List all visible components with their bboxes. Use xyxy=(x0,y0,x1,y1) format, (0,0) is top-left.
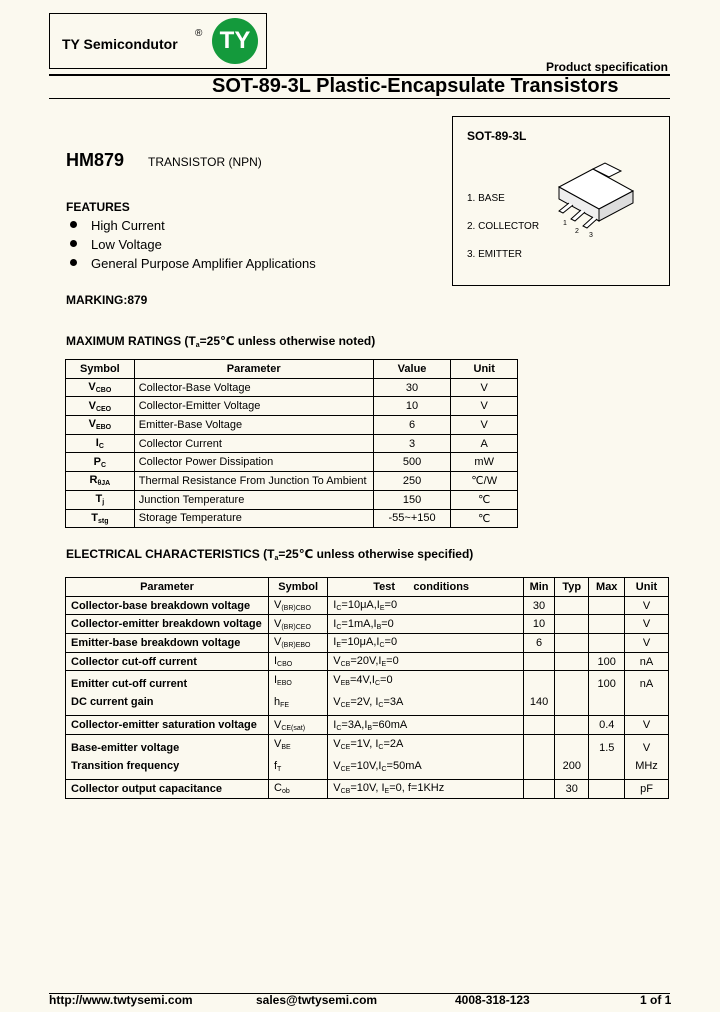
col-header: Max xyxy=(589,578,625,597)
value-cell: 250 xyxy=(373,472,451,491)
value-cell: 10 xyxy=(373,397,451,416)
condition-cell: $V_{CE}=1V$, $I_C=2A$ $V_{CE}=10V,I_C=50mA$ xyxy=(328,735,524,780)
unit-cell: V xyxy=(451,378,518,397)
table-row xyxy=(66,416,518,435)
symbol-cell: $V_{(BR)CBO}$ xyxy=(268,596,327,615)
min-cell: 140 xyxy=(524,671,555,716)
col-header: Parameter xyxy=(134,360,373,379)
col-header: Typ xyxy=(555,578,589,597)
feature-item: Low Voltage xyxy=(70,237,162,252)
col-header: Unit xyxy=(625,578,669,597)
part-number: HM879 xyxy=(66,150,125,170)
bullet-icon xyxy=(70,240,77,247)
typ-cell xyxy=(555,652,589,671)
part-description: TRANSISTOR (NPN) xyxy=(148,155,262,169)
unit-cell: V xyxy=(451,397,518,416)
pin-3-label: 3. EMITTER xyxy=(467,249,523,260)
pin-1-label: 1. BASE xyxy=(467,193,505,204)
company-name: TY Semicondutor xyxy=(62,36,178,52)
symbol-cell: $V_{CE(sat)}$ xyxy=(268,716,327,735)
min-cell: 30 xyxy=(524,596,555,615)
unit-cell: nA xyxy=(625,652,669,671)
symbol-cell: $I_{CBO}$ xyxy=(268,652,327,671)
parameter-cell: Collector Power Dissipation xyxy=(134,453,373,472)
parameter-cell: Collector output capacitance xyxy=(66,780,269,799)
page-number: 1 of 1 xyxy=(640,993,672,1007)
electrical-table xyxy=(65,577,669,799)
parameter-cell: Emitter-base breakdown voltage xyxy=(66,634,269,653)
table-row xyxy=(66,716,669,735)
condition-cell: $I_E=10\mu A,I_C=0$ xyxy=(328,634,524,653)
value-cell: 30 xyxy=(373,378,451,397)
unit-cell: V xyxy=(625,596,669,615)
condition-cell: $V_{CB}=10V$, $I_E=0$, f=1KHz xyxy=(328,780,524,799)
symbol-cell: $V_{(BR)EBO}$ xyxy=(268,634,327,653)
symbol-cell: $V_{BE}$ $f_T$ xyxy=(268,735,327,780)
max-cell: 100 xyxy=(589,671,625,716)
col-header: Symbol xyxy=(66,360,135,379)
marking-label: MARKING:879 xyxy=(66,293,148,307)
parameter-cell: Collector cut-off current xyxy=(66,652,269,671)
svg-text:3: 3 xyxy=(589,232,593,239)
ty-logo-icon: TY xyxy=(212,18,258,64)
typ-cell xyxy=(555,596,589,615)
typ-cell: 200 xyxy=(555,735,589,780)
package-box xyxy=(452,116,670,286)
website-link[interactable]: http://www.twtysemi.com xyxy=(49,993,193,1007)
unit-cell: V xyxy=(625,716,669,735)
table-row xyxy=(66,652,669,671)
value-cell: -55~+150 xyxy=(373,509,451,528)
col-header: Symbol xyxy=(268,578,327,597)
unit-cell: mW xyxy=(451,453,518,472)
max-cell: 0.4 xyxy=(589,716,625,735)
table-row xyxy=(66,378,518,397)
table-row xyxy=(66,780,669,799)
parameter-cell: Collector-base breakdown voltage xyxy=(66,596,269,615)
feature-item: General Purpose Amplifier Applications xyxy=(70,256,316,271)
typ-cell: 30 xyxy=(555,780,589,799)
parameter-cell: Junction Temperature xyxy=(134,490,373,509)
symbol-cell: $V_{CBO}$ xyxy=(66,378,135,397)
max-cell xyxy=(589,634,625,653)
parameter-cell: Collector-emitter breakdown voltage xyxy=(66,615,269,634)
parameter-cell: Thermal Resistance From Junction To Ambient xyxy=(134,472,373,491)
unit-cell: V xyxy=(451,416,518,435)
value-cell: 6 xyxy=(373,416,451,435)
unit-cell: A xyxy=(451,434,518,453)
min-cell xyxy=(524,735,555,780)
col-header: Min xyxy=(524,578,555,597)
value-cell: 3 xyxy=(373,434,451,453)
email-link[interactable]: sales@twtysemi.com xyxy=(256,993,378,1007)
symbol-cell: $V_{CEO}$ xyxy=(66,397,135,416)
condition-cell: $V_{EB}=4V,I_C=0$ $V_{CE}=2V$, $I_C=3A$ xyxy=(328,671,524,716)
svg-text:1: 1 xyxy=(563,220,567,227)
parameter-cell: Collector Current xyxy=(134,434,373,453)
unit-cell: V xyxy=(625,615,669,634)
col-header: Unit xyxy=(451,360,518,379)
parameter-cell: Collector-emitter saturation voltage xyxy=(66,716,269,735)
product-specification-label: Product specification xyxy=(545,60,668,74)
condition-cell: $I_C=3A,I_B=60mA$ xyxy=(328,716,524,735)
unit-cell: ℃ xyxy=(451,490,518,509)
min-cell xyxy=(524,716,555,735)
parameter-cell: Collector-Emitter Voltage xyxy=(134,397,373,416)
phone-number: 4008-318-123 xyxy=(455,993,530,1007)
col-header: Test conditions xyxy=(328,578,524,597)
package-title: SOT-89-3L xyxy=(467,129,527,143)
min-cell xyxy=(524,652,555,671)
parameter-cell: Collector-Base Voltage xyxy=(134,378,373,397)
company-logo xyxy=(49,13,267,69)
unit-cell: nA xyxy=(625,671,669,716)
svg-text:2: 2 xyxy=(575,228,579,235)
table-row xyxy=(66,453,518,472)
col-header: Parameter xyxy=(66,578,269,597)
symbol-cell: $T_{stg}$ xyxy=(66,509,135,528)
pin-2-label: 2. COLLECTOR xyxy=(467,221,540,232)
symbol-cell: $V_{EBO}$ xyxy=(66,416,135,435)
electrical-heading: ELECTRICAL CHARACTERISTICS ($T_a=25℃$ unless otherwise specified) xyxy=(66,547,474,562)
symbol-cell: $I_{EBO}$ $h_{FE}$ xyxy=(268,671,327,716)
unit-cell: ℃/W xyxy=(451,472,518,491)
table-row xyxy=(66,509,518,528)
value-cell: 150 xyxy=(373,490,451,509)
typ-cell xyxy=(555,716,589,735)
max-ratings-table xyxy=(65,359,518,528)
min-cell xyxy=(524,780,555,799)
unit-cell: V xyxy=(625,634,669,653)
table-row xyxy=(66,634,669,653)
table-header-row xyxy=(66,578,669,597)
symbol-cell: $P_C$ xyxy=(66,453,135,472)
table-row xyxy=(66,472,518,491)
value-cell: 500 xyxy=(373,453,451,472)
symbol-cell: $I_C$ xyxy=(66,434,135,453)
title-rule xyxy=(49,98,670,99)
max-cell xyxy=(589,615,625,634)
table-row xyxy=(66,615,669,634)
table-row xyxy=(66,596,669,615)
bullet-icon xyxy=(70,221,77,228)
min-cell: 6 xyxy=(524,634,555,653)
table-row xyxy=(66,490,518,509)
symbol-cell: $R_{\theta JA}$ xyxy=(66,472,135,491)
unit-cell: pF xyxy=(625,780,669,799)
max-cell xyxy=(589,780,625,799)
symbol-cell: $V_{(BR)CEO}$ xyxy=(268,615,327,634)
features-heading: FEATURES xyxy=(66,200,130,214)
condition-cell: $I_C=10\mu A,I_E=0$ xyxy=(328,596,524,615)
typ-cell xyxy=(555,671,589,716)
parameter-cell: Emitter cut-off current DC current gain xyxy=(66,671,269,716)
unit-cell: V MHz xyxy=(625,735,669,780)
table-row xyxy=(66,671,669,716)
table-row xyxy=(66,735,669,780)
table-row xyxy=(66,397,518,416)
feature-item: High Current xyxy=(70,218,165,233)
max-cell: 100 xyxy=(589,652,625,671)
table-row xyxy=(66,434,518,453)
unit-cell: ℃ xyxy=(451,509,518,528)
min-cell: 10 xyxy=(524,615,555,634)
condition-cell: $V_{CB}=20V,I_E=0$ xyxy=(328,652,524,671)
registered-mark: ® xyxy=(195,28,203,39)
table-header-row xyxy=(66,360,518,379)
max-cell: 1.5 xyxy=(589,735,625,780)
document-title: SOT-89-3L Plastic-Encapsulate Transistors xyxy=(212,75,619,97)
max-cell xyxy=(589,596,625,615)
typ-cell xyxy=(555,634,589,653)
condition-cell: $I_C=1mA,I_B=0$ xyxy=(328,615,524,634)
bullet-icon xyxy=(70,259,77,266)
parameter-cell: Storage Temperature xyxy=(134,509,373,528)
symbol-cell: $T_j$ xyxy=(66,490,135,509)
symbol-cell: $C_{ob}$ xyxy=(268,780,327,799)
parameter-cell: Base-emitter voltage Transition frequency xyxy=(66,735,269,780)
typ-cell xyxy=(555,615,589,634)
package-drawing xyxy=(549,159,645,239)
col-header: Value xyxy=(373,360,451,379)
parameter-cell: Emitter-Base Voltage xyxy=(134,416,373,435)
max-ratings-heading: MAXIMUM RATINGS ($T_a=25℃$ unless otherwise noted) xyxy=(66,334,376,349)
